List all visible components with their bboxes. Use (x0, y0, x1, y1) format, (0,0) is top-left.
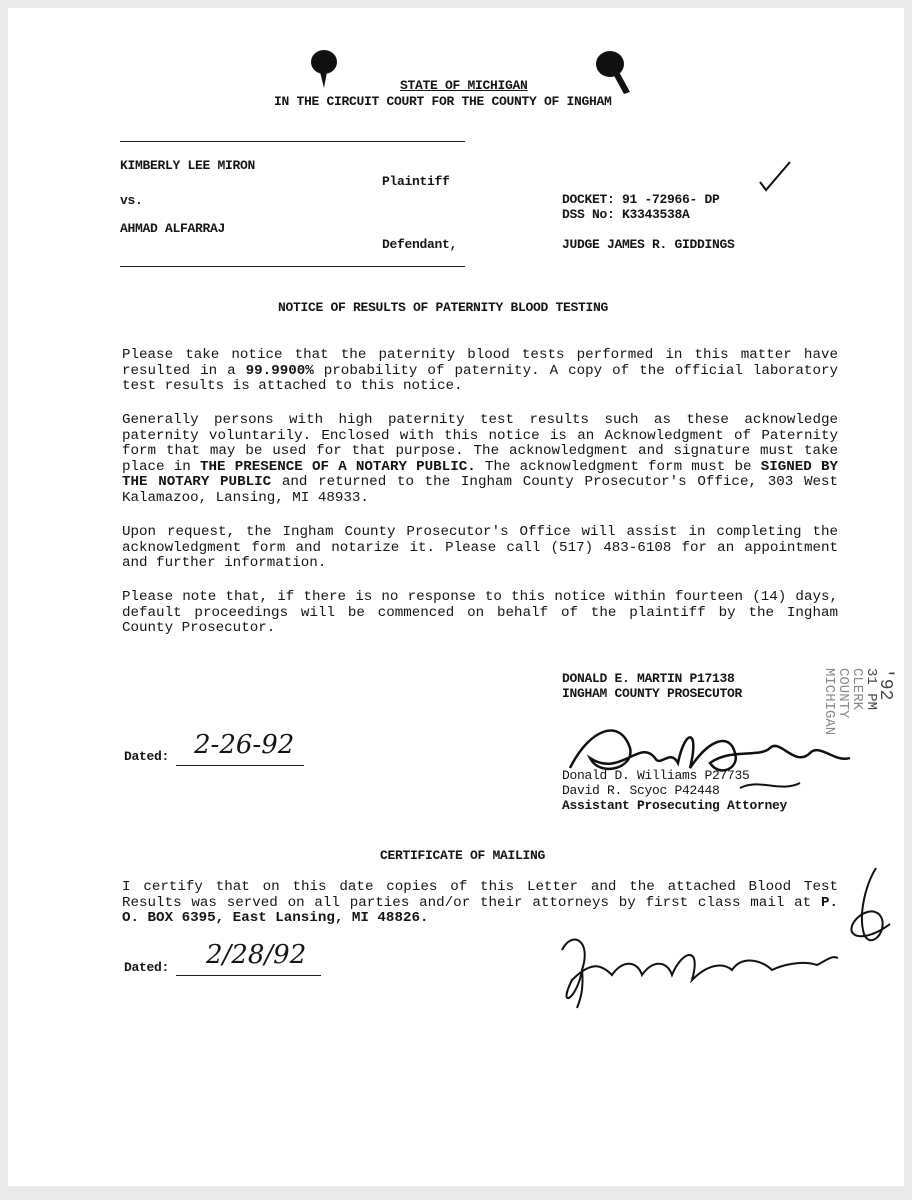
assistant-1: Donald D. Williams P27735 (562, 768, 750, 783)
stamp-line: 31 PM (863, 668, 879, 711)
defendant-label: Defendant, (382, 237, 458, 252)
dated-label: Dated: (124, 749, 170, 764)
paragraph-default-warning: Please note that, if there is no response to this notice within fourteen (14) days, default proceedings will be commenced on behalf of the plaintiff by the Ingham County Prosecutor. (122, 589, 838, 636)
certificate-text: I certify that on this date copies of this Letter and the attached Blood Test Results was served on all parties and/or their attorneys by first class mail at P. O. BOX 6395, East Lansing, MI 48826. (122, 879, 838, 926)
caption-top-rule (120, 141, 465, 142)
certificate-title: CERTIFICATE OF MAILING (380, 848, 546, 863)
caption-bottom-rule (120, 266, 465, 267)
paragraph-test-results: Please take notice that the paternity blood tests performed in this matter have resulted in a 99.9900% probability of paternity. A copy of the official laboratory test results is attached to this notice. (122, 347, 838, 394)
judge-name: JUDGE JAMES R. GIDDINGS (562, 237, 735, 252)
dated-handwritten: 2-26-92 (194, 730, 295, 760)
paragraph-assistance: Upon request, the Ingham County Prosecutor's Office will assist in completing the acknowledgment form and notarize it. Please call (517) 483-6108 for an appointment and further information. (122, 524, 838, 571)
stamp-line: '92 (875, 668, 895, 701)
dated-line (176, 765, 304, 766)
margin-initial-icon (846, 864, 896, 954)
certificate-dated-label: Dated: (124, 960, 170, 975)
assistant-title: Assistant Prosecuting Attorney (562, 798, 788, 813)
certificate-dated-line (176, 975, 321, 976)
notice-title: NOTICE OF RESULTS OF PATERNITY BLOOD TESTING (278, 300, 609, 315)
defendant-name: AHMAD ALFARRAJ (120, 221, 226, 236)
docket-number: DOCKET: 91 -72966- DP (562, 192, 720, 207)
paragraph-acknowledgment: Generally persons with high paternity test results such as these acknowledge paternity voluntarily. Enclosed with this notice is an Acknowledgment of Paternity form that may be used for that purpose. The acknowledgment and signature must take place in THE PRESENCE OF A NOTARY PUBLIC. The acknowledgment form must be SIGNED BY THE NOTARY PUBLIC and returned to the Ingham County Prosecutor's Office, 303 West Kalamazoo, Lansing, MI 48933. (122, 412, 839, 506)
document-page (8, 8, 904, 1186)
certificate-dated-handwritten: 2/28/92 (206, 940, 307, 970)
plaintiff-label: Plaintiff (382, 174, 450, 189)
punch-hole-left-icon (306, 44, 346, 94)
stamp-line: MICHIGAN (821, 668, 837, 736)
court-heading: IN THE CIRCUIT COURT FOR THE COUNTY OF INGHAM (274, 94, 612, 109)
state-heading: STATE OF MICHIGAN (400, 78, 528, 93)
plaintiff-name: KIMBERLY LEE MIRON (120, 158, 256, 173)
prosecutor-title: INGHAM COUNTY PROSECUTOR (562, 686, 743, 701)
stamp-line: CLERK (849, 668, 865, 711)
prosecutor-name: DONALD E. MARTIN P17138 (562, 671, 735, 686)
checkmark-icon (756, 158, 796, 198)
stamp-line: COUNTY (835, 668, 851, 719)
assistant-2: David R. Scyoc P42448 (562, 783, 720, 798)
clerk-stamp (821, 668, 895, 838)
versus-label: vs. (120, 193, 143, 208)
certificate-signature-icon (542, 920, 842, 1020)
dss-number: DSS No: K3343538A (562, 207, 690, 222)
